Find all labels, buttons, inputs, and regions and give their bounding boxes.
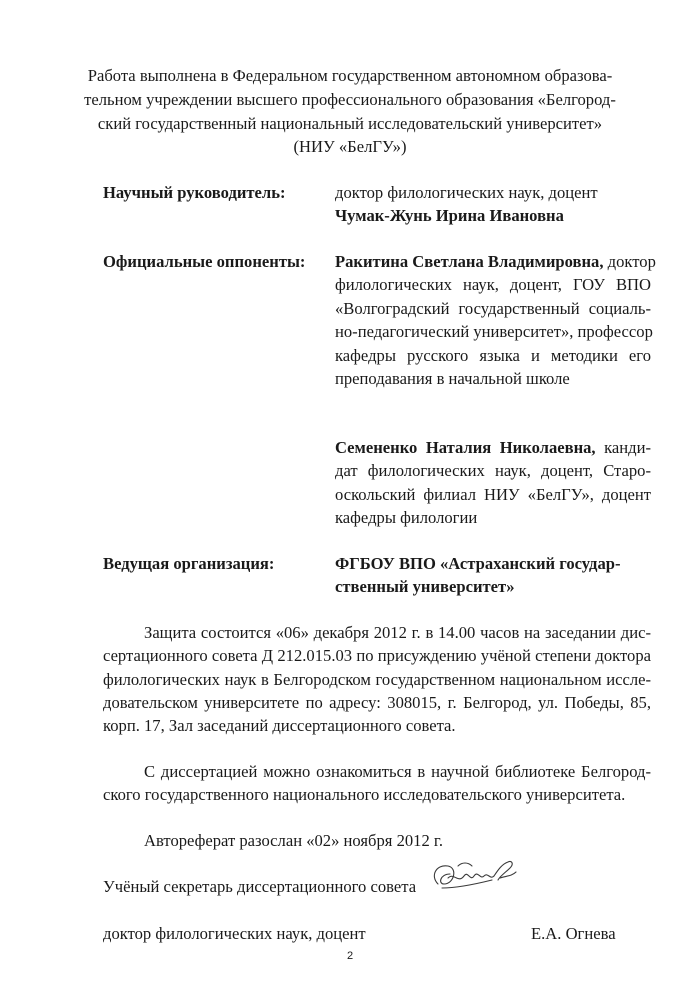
opponent-1-line-1 [335, 252, 656, 272]
opponent-1-line-6: преподавания в начальной школе [335, 369, 570, 388]
header-line-3: ский государственный национальный исследовательский университет» [97, 114, 603, 133]
opponent-2-line1-rest: канди- [595, 438, 651, 457]
defense-line-3: филологических наук в Белгородском государственном национальном иссле- [103, 670, 651, 689]
lead-org-label: Ведущая организация: [103, 554, 275, 573]
opponent-2-line-1 [335, 438, 651, 458]
sent-date: Автореферат разослан «02» ноября 2012 г. [144, 831, 443, 850]
secretary-title: Учёный секретарь диссертационного совета [103, 877, 417, 896]
lead-org-line-2: ственный университет» [335, 577, 515, 596]
opponent-2-name: Семененко Наталия Николаевна, [335, 438, 596, 457]
opponent-1-line-4: но-педагогический университет», профессор [335, 322, 653, 341]
signature-image [428, 854, 520, 898]
header-line-4: (НИУ «БелГУ») [293, 137, 407, 156]
defense-line-5: корп. 17, Зал заседаний диссертационного совета. [103, 716, 456, 735]
lead-org-line-1: ФГБОУ ВПО «Астраханский государ- [335, 554, 621, 573]
opponents-label: Официальные оппоненты: [103, 252, 306, 271]
opponent-2-line-2: дат филологических наук, доцент, Старо- [335, 461, 651, 480]
opponent-2-line-3: оскольский филиал НИУ «БелГУ», доцент [335, 485, 651, 504]
supervisor-degree: доктор филологических наук, доцент [335, 183, 598, 202]
defense-line-2: сертационного совета Д 212.015.03 по присуждению учёной степени доктора [103, 646, 651, 665]
library-line-1: С диссертацией можно ознакомиться в научной библиотеке Белгород- [144, 762, 651, 781]
secretary-name: Е.А. Огнева [531, 924, 616, 943]
opponent-1-line-2: филологических наук, доцент, ГОУ ВПО [335, 275, 651, 294]
library-line-2: ского государственного национального исследовательского университета. [103, 785, 626, 804]
opponent-1-line1-rest: доктор [603, 252, 656, 271]
supervisor-name: Чумак-Жунь Ирина Ивановна [335, 206, 564, 225]
opponent-2-line-4: кафедры филологии [335, 508, 478, 527]
secretary-degree: доктор филологических наук, доцент [103, 924, 366, 943]
header-line-1: Работа выполнена в Федеральном государственном автономном образова- [87, 66, 613, 85]
opponent-1-line-5: кафедры русского языка и методики его [335, 346, 651, 365]
defense-line-1: Защита состоится «06» декабря 2012 г. в 14.00 часов на заседании дис- [144, 623, 651, 642]
opponent-1-line-3: «Волгоградский государственный социаль- [335, 299, 651, 318]
supervisor-label: Научный руководитель: [103, 183, 286, 202]
page-number: 2 [346, 950, 354, 962]
defense-line-4: довательском университете по адресу: 308015, г. Белгород, ул. Победы, 85, [103, 693, 651, 712]
header-line-2: тельном учреждении высшего профессионального образования «Белгород- [84, 90, 616, 109]
opponent-1-name: Ракитина Светлана Владимировна, [335, 252, 604, 271]
